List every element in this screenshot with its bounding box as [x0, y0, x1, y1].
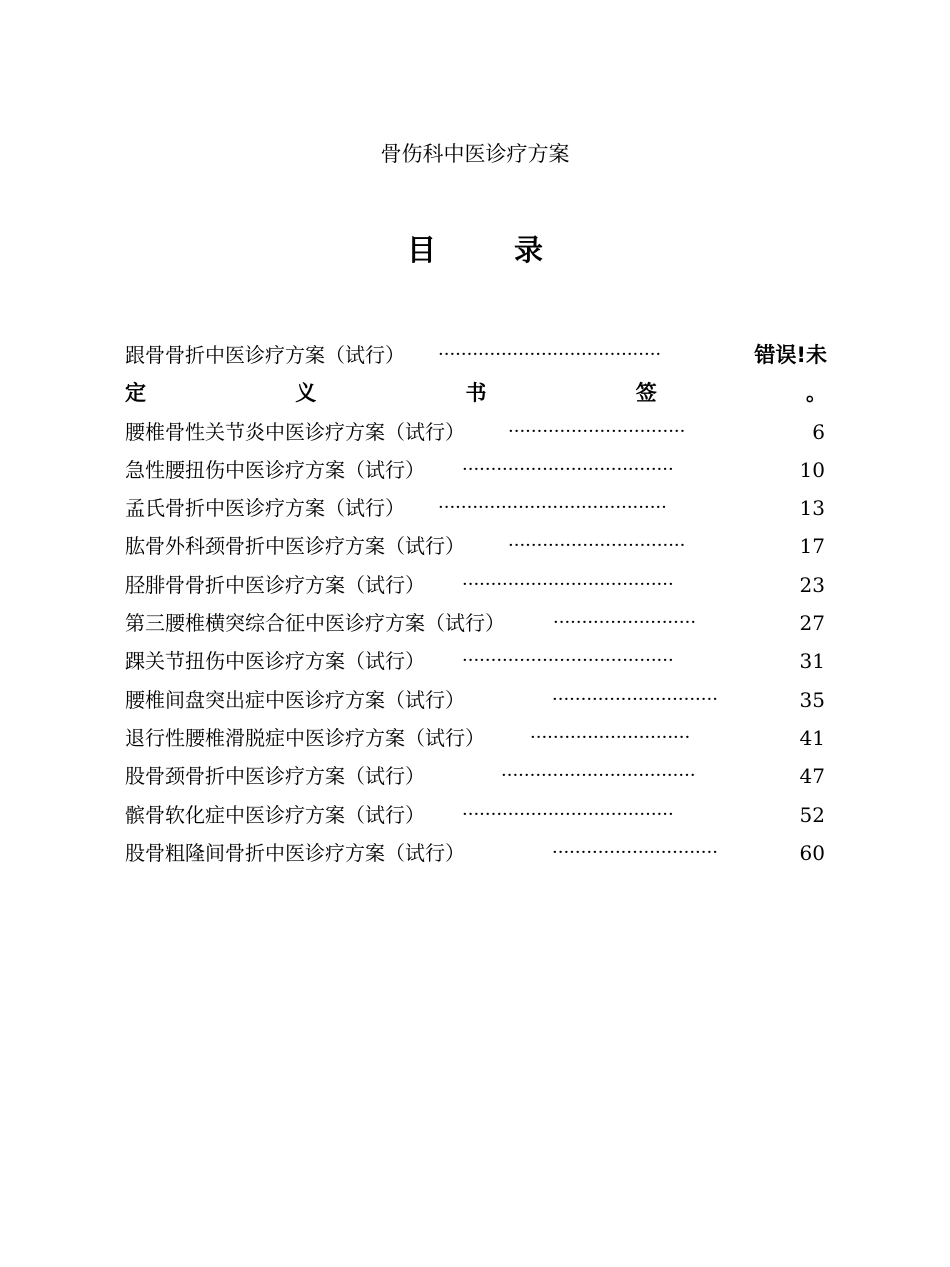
toc-entry-title: 急性腰扭伤中医诊疗方案（试行）	[125, 457, 425, 482]
toc-entry-9[interactable]	[125, 681, 827, 719]
toc-entry-title: 退行性腰椎滑脱症中医诊疗方案（试行）	[125, 725, 485, 750]
toc-entry-4[interactable]	[125, 489, 827, 527]
toc-error-text: 错误!未	[754, 343, 827, 367]
document-title: 骨伤科中医诊疗方案	[380, 142, 570, 166]
toc-entry-title: 踝关节扭伤中医诊疗方案（试行）	[125, 649, 425, 674]
toc-entry-1[interactable]	[125, 336, 827, 374]
toc-leader-dots: ········································	[438, 497, 667, 519]
toc-page-number: 60	[799, 840, 825, 865]
toc-leader-dots: ·····································	[462, 573, 674, 595]
toc-entry-title: 第三腰椎横突综合征中医诊疗方案（试行）	[125, 611, 505, 636]
toc-page-number: 13	[799, 496, 825, 521]
toc-heading: 目 录	[406, 233, 578, 267]
toc-page-number: 10	[799, 457, 825, 482]
toc-leader-dots: ·······························	[508, 535, 686, 557]
toc-entry-title: 肱骨外科颈骨折中医诊疗方案（试行）	[125, 534, 465, 559]
toc-error-text-continued	[125, 374, 827, 412]
toc-entry-title: 股骨颈骨折中医诊疗方案（试行）	[125, 764, 425, 789]
toc-entry-7[interactable]	[125, 604, 827, 642]
toc-leader-dots: ··································	[501, 765, 696, 787]
toc-page-number: 52	[799, 802, 825, 827]
toc-page-number: 23	[799, 572, 825, 597]
toc-entry-title: 胫腓骨骨折中医诊疗方案（试行）	[125, 572, 425, 597]
toc-entry-3[interactable]	[125, 451, 827, 489]
toc-leader-dots: ·····································	[462, 803, 674, 825]
toc-entry-2[interactable]	[125, 413, 827, 451]
toc-entry-5[interactable]	[125, 527, 827, 565]
toc-error-char: 。	[806, 381, 827, 406]
toc-entry-8[interactable]	[125, 642, 827, 680]
toc-leader-dots: ·······························	[508, 420, 686, 442]
toc-error-char: 义	[295, 381, 317, 406]
toc-entry-10[interactable]	[125, 719, 827, 757]
toc-entry-title: 股骨粗隆间骨折中医诊疗方案（试行）	[125, 840, 465, 865]
toc-leader-dots: ····························	[530, 726, 691, 748]
toc-entry-title: 孟氏骨折中医诊疗方案（试行）	[125, 496, 405, 521]
toc-leader-dots: ·····························	[552, 688, 718, 710]
toc-entry-title: 髌骨软化症中医诊疗方案（试行）	[125, 802, 425, 827]
toc-page-number: 27	[799, 611, 825, 636]
toc-leader-dots: ·························	[553, 612, 697, 634]
toc-page-number: 35	[799, 687, 825, 712]
toc-leader-dots: ·····································	[462, 650, 674, 672]
toc-entry-title: 腰椎间盘突出症中医诊疗方案（试行）	[125, 687, 465, 712]
toc-entry-title: 跟骨骨折中医诊疗方案（试行）	[125, 343, 405, 367]
toc-leader-dots: ·····························	[552, 841, 718, 863]
toc-error-char: 书	[465, 381, 487, 406]
toc-leader-dots: ·······································	[438, 344, 662, 365]
toc-entry-13[interactable]	[125, 834, 827, 872]
table-of-contents	[125, 336, 827, 872]
toc-entry-11[interactable]	[125, 757, 827, 795]
toc-page-number: 47	[799, 764, 825, 789]
toc-leader-dots: ·····································	[462, 458, 674, 480]
toc-error-char: 定	[125, 381, 146, 406]
toc-page-number: 6	[812, 419, 825, 444]
toc-entry-12[interactable]	[125, 796, 827, 834]
toc-error-char: 签	[635, 381, 657, 406]
toc-page-number: 41	[799, 725, 825, 750]
toc-entry-6[interactable]	[125, 566, 827, 604]
toc-page-number: 17	[799, 534, 825, 559]
toc-page-number: 31	[799, 649, 825, 674]
toc-entry-title: 腰椎骨性关节炎中医诊疗方案（试行）	[125, 419, 465, 444]
